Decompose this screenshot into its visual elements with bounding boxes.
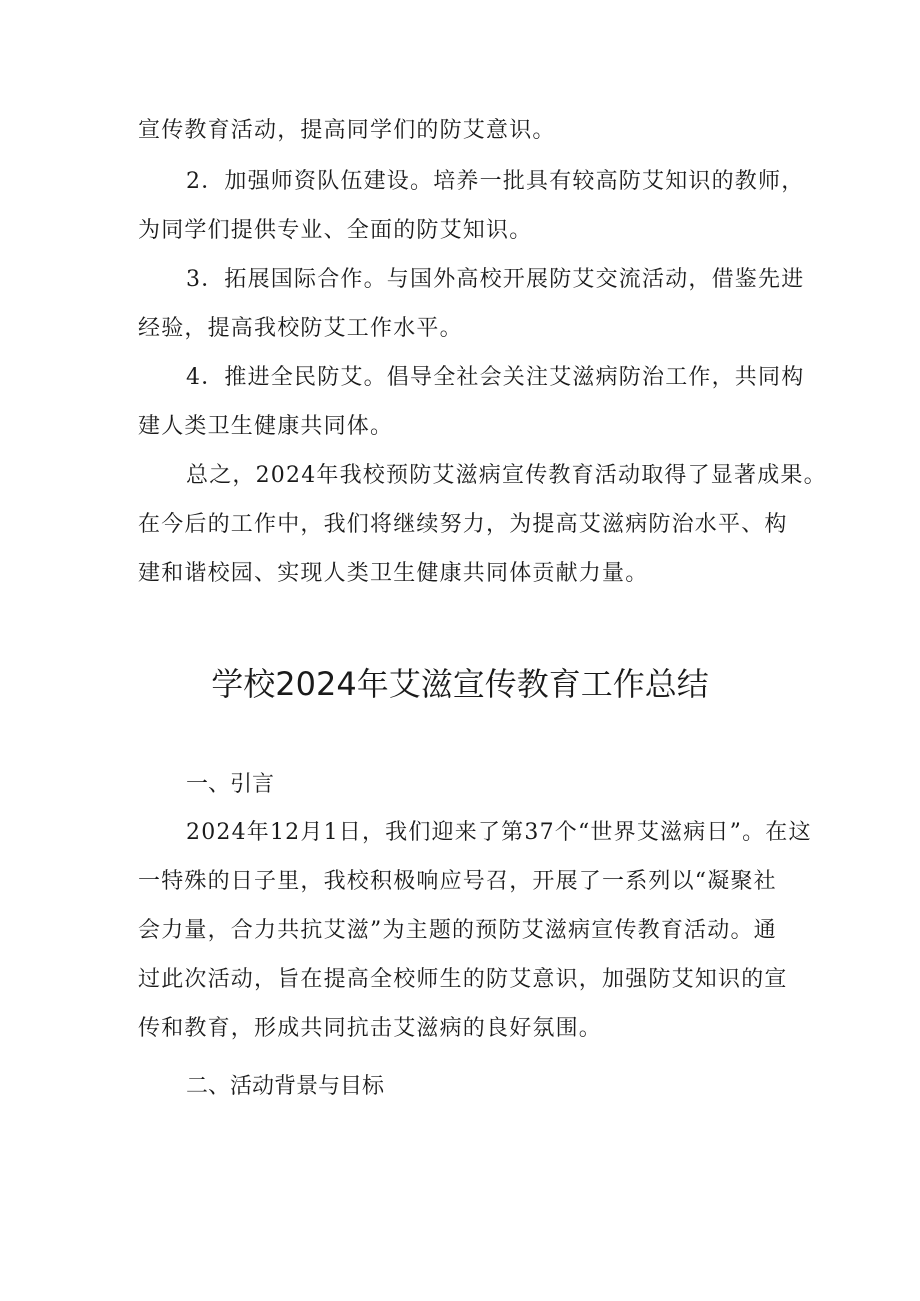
list-item-2-line-2: 为同学们提供专业、全面的防艾知识。 <box>138 218 533 243</box>
list-item-4-line-1: 4．推进全民防艾。倡导全社会关注艾滋病防治工作，共同构 <box>186 365 805 390</box>
conclusion-line-1: 总之，2024年我校预防艾滋病宣传教育活动取得了显著成果。 <box>186 463 827 488</box>
conclusion-line-3: 建和谐校园、实现人类卫生健康共同体贡献力量。 <box>138 561 649 586</box>
conclusion-line-2: 在今后的工作中，我们将继续努力，为提高艾滋病防治水平、构 <box>138 512 788 537</box>
list-item-2-line-1: 2．加强师资队伍建设。培养一批具有较高防艾知识的教师， <box>186 169 805 194</box>
list-item-3-line-1: 3．拓展国际合作。与国外高校开展防艾交流活动，借鉴先进 <box>186 267 805 292</box>
intro-line-4: 过此次活动，旨在提高全校师生的防艾意识，加强防艾知识的宣 <box>138 967 788 992</box>
document-title: 学校2024年艾滋宣传教育工作总结 <box>211 665 709 703</box>
intro-line-1: 2024年12月1日，我们迎来了第37个“世界艾滋病日”。在这 <box>186 820 812 845</box>
intro-line-5: 传和教育，形成共同抗击艾滋病的良好氛围。 <box>138 1016 603 1041</box>
section-heading-background: 二、活动背景与目标 <box>186 1074 385 1099</box>
list-item-3-line-2: 经验，提高我校防艾工作水平。 <box>138 316 463 341</box>
list-item-4-line-2: 建人类卫生健康共同体。 <box>138 414 394 439</box>
intro-line-2: 一特殊的日子里，我校积极响应号召，开展了一系列以“凝聚社 <box>138 869 777 894</box>
section-heading-introduction: 一、引言 <box>186 772 275 797</box>
intro-line-3: 会力量，合力共抗艾滋”为主题的预防艾滋病宣传教育活动。通 <box>138 918 777 943</box>
paragraph-line: 宣传教育活动，提高同学们的防艾意识。 <box>138 118 556 143</box>
